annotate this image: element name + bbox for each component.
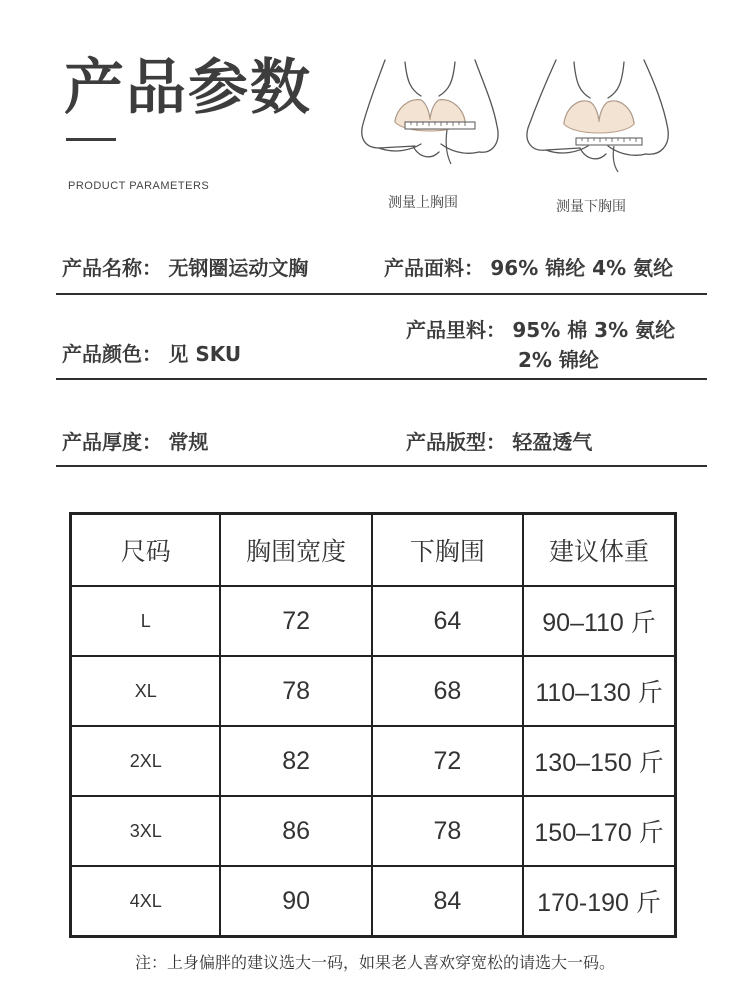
weight-cell: 90–110 斤 (523, 586, 675, 656)
page-title: 产品参数 (64, 53, 312, 123)
footnote: 注：上身偏胖的建议选大一码，如果老人喜欢穿宽松的请选大一码。 (134, 953, 615, 972)
under-bust-cell: 78 (372, 796, 523, 866)
bust-cell: 82 (220, 726, 371, 796)
table-row (71, 726, 676, 796)
param-fabric: 产品面料： 96% 锦纶 4% 氨纶 (384, 256, 674, 280)
param-lining-extra: 2% 锦纶 (518, 348, 599, 372)
param-divider (56, 378, 707, 380)
bust-cell: 90 (220, 866, 371, 937)
param-divider (56, 293, 707, 295)
weight-cell: 150–170 斤 (523, 796, 675, 866)
header-size: 尺码 (71, 514, 221, 587)
size-cell: 4XL (71, 866, 221, 937)
table-row (71, 866, 676, 937)
param-thickness: 产品厚度： 常规 (62, 430, 209, 454)
param-fit: 产品版型： 轻盈透气 (406, 430, 593, 454)
header-under-bust: 下胸围 (372, 514, 523, 587)
weight-cell: 170-190 斤 (523, 866, 675, 937)
size-cell: L (71, 586, 221, 656)
under-bust-cell: 84 (372, 866, 523, 937)
under-bust-caption: 测量下胸围 (556, 199, 626, 215)
table-row (71, 656, 676, 726)
weight-cell: 130–150 斤 (523, 726, 675, 796)
size-table (69, 512, 677, 938)
page-subtitle: PRODUCT PARAMETERS (68, 180, 210, 192)
param-name: 产品名称： 无钢圈运动文胸 (62, 256, 309, 280)
upper-bust-caption: 测量上胸围 (388, 195, 458, 211)
param-color: 产品颜色： 见 SKU (62, 342, 242, 366)
under-bust-cell: 68 (372, 656, 523, 726)
table-row (71, 796, 676, 866)
bust-cell: 72 (220, 586, 371, 656)
size-cell: 2XL (71, 726, 221, 796)
under-bust-cell: 72 (372, 726, 523, 796)
upper-bust-measure-illustration (355, 52, 505, 182)
header-weight: 建议体重 (523, 514, 675, 587)
weight-cell: 110–130 斤 (523, 656, 675, 726)
table-header-row (71, 514, 676, 587)
under-bust-cell: 64 (372, 586, 523, 656)
bust-cell: 86 (220, 796, 371, 866)
table-row (71, 586, 676, 656)
size-cell: 3XL (71, 796, 221, 866)
title-underline (66, 138, 116, 141)
param-lining: 产品里料： 95% 棉 3% 氨纶 (406, 318, 676, 342)
under-bust-measure-illustration (520, 52, 675, 187)
param-divider (56, 465, 707, 467)
header-bust-width: 胸围宽度 (220, 514, 371, 587)
bust-cell: 78 (220, 656, 371, 726)
size-cell: XL (71, 656, 221, 726)
